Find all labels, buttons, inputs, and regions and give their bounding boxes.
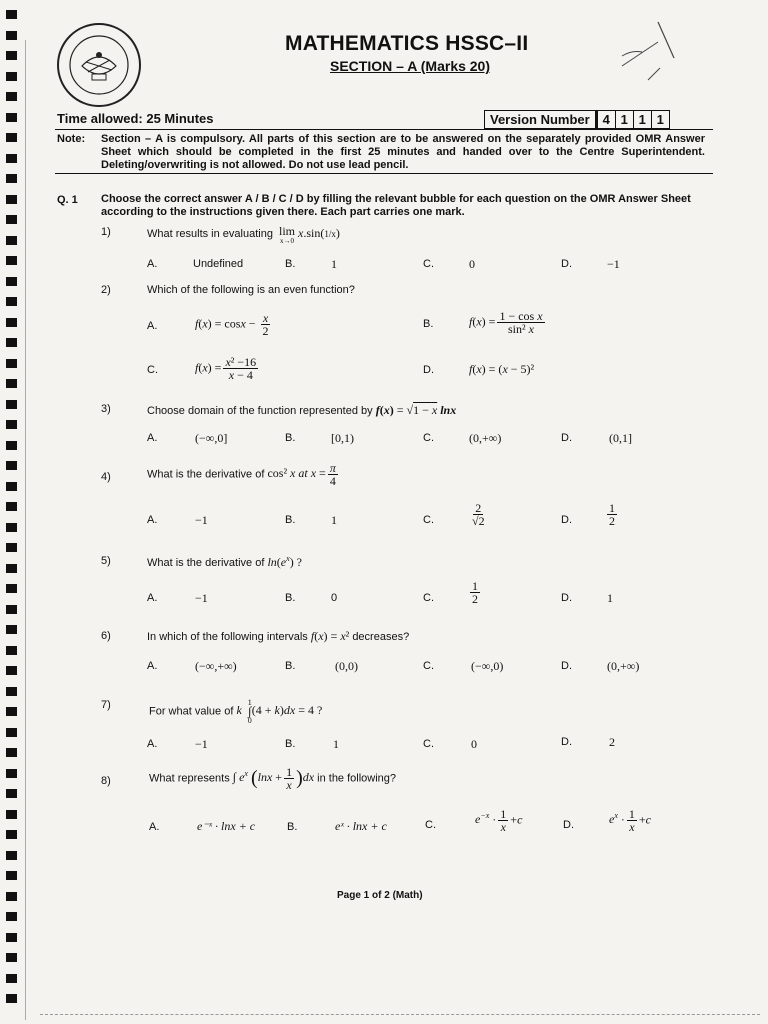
stem-text: What represents — [149, 772, 230, 785]
option-value: f(x) = cosx − $\frac{x}{2}$ — [195, 311, 269, 338]
option-label: C. — [425, 819, 436, 831]
stem-text: Choose domain of the function represented by — [147, 405, 373, 417]
timing-mark — [6, 892, 17, 901]
timing-mark — [6, 625, 17, 634]
option-label: A. — [147, 514, 158, 526]
timing-mark — [6, 605, 17, 614]
timing-mark — [6, 277, 17, 286]
option-label: C. — [423, 514, 434, 526]
option-label: D. — [563, 819, 574, 831]
option-value: Undefined — [193, 258, 244, 270]
timing-mark — [6, 482, 17, 491]
pen-mark-doodle — [600, 18, 700, 88]
option-label: C. — [423, 592, 434, 604]
timing-mark — [6, 748, 17, 757]
option-label: D. — [561, 660, 572, 672]
version-digit: 4 — [597, 111, 615, 128]
option-label: C. — [423, 258, 434, 270]
item-number: 8) — [101, 775, 111, 787]
timing-mark — [6, 564, 17, 573]
timing-mark — [6, 687, 17, 696]
timing-mark — [6, 912, 17, 921]
option-value: −1 — [195, 591, 208, 605]
item-number: 1) — [101, 226, 111, 238]
option-label: C. — [423, 738, 434, 750]
timing-mark — [6, 338, 17, 347]
timing-mark — [6, 297, 17, 306]
option-label: B. — [285, 432, 296, 444]
timing-mark — [6, 810, 17, 819]
timing-mark — [6, 523, 17, 532]
option-label: C. — [423, 432, 434, 444]
timing-mark — [6, 974, 17, 983]
timing-mark — [6, 256, 17, 265]
page-footer: Page 1 of 2 (Math) — [337, 890, 423, 901]
option-label: A. — [147, 738, 158, 750]
timing-mark — [6, 174, 17, 183]
option-value: −1 — [195, 737, 208, 751]
option-value: [0,1) — [331, 431, 354, 445]
stem-text: in the following? — [317, 772, 397, 785]
option-label: B. — [423, 318, 434, 330]
option-label: D. — [561, 736, 572, 748]
timing-mark — [6, 953, 17, 962]
timing-mark — [6, 461, 17, 470]
timing-mark — [6, 72, 17, 81]
item-stem — [149, 766, 396, 791]
question-instruction: Choose the correct answer A / B / C / D by filling the relevant bubble for each question on the OMR Answer Sheet according to the instructions given there. Each part carries one mark. — [101, 193, 691, 218]
option-label: B. — [285, 514, 296, 526]
option-value: (−∞,+∞) — [195, 659, 237, 673]
option-value: 1 — [607, 591, 613, 605]
timing-mark — [6, 92, 17, 101]
option-value: eˣ · lnx + c — [335, 819, 387, 833]
time-allowed: Time allowed: 25 Minutes — [57, 111, 214, 126]
option-label: B. — [285, 660, 296, 672]
page-edge-line — [25, 40, 26, 1020]
item-stem — [147, 629, 409, 644]
version-digit: 1 — [651, 111, 669, 128]
timing-mark — [6, 543, 17, 552]
timing-mark — [6, 154, 17, 163]
version-number-box — [484, 110, 670, 129]
option-value: (0,+∞) — [607, 659, 640, 673]
item-stem — [147, 226, 340, 246]
option-value: (0,0) — [335, 659, 358, 673]
option-value: $\frac{2}{√2}$ — [472, 501, 485, 528]
option-value: 1 — [331, 257, 337, 271]
item-number: 5) — [101, 555, 111, 567]
timing-mark — [6, 441, 17, 450]
option-value: 2 — [609, 735, 615, 749]
option-value: f(x) = (x − 5)² — [469, 362, 535, 376]
divider — [55, 129, 713, 130]
option-value: $\frac{1}{2}$ — [472, 579, 478, 606]
timing-mark — [6, 318, 17, 327]
option-value: 0 — [469, 257, 475, 271]
timing-mark — [6, 666, 17, 675]
exam-title: MATHEMATICS HSSC–II — [285, 32, 529, 55]
question-label: Q. 1 — [57, 194, 78, 206]
item-number: 7) — [101, 699, 111, 711]
option-value: (−∞,0) — [471, 659, 504, 673]
timing-mark — [6, 933, 17, 942]
bottom-edge — [40, 1014, 760, 1016]
timing-mark — [6, 994, 17, 1003]
option-label: D. — [561, 514, 572, 526]
timing-mark — [6, 359, 17, 368]
option-label: B. — [285, 592, 296, 604]
option-value: f(x) = $\frac{\text{x² −16}}{x - 4}$ — [195, 355, 257, 382]
option-value: 1 — [333, 737, 339, 751]
note-label: Note: — [57, 133, 86, 145]
option-label: C. — [147, 364, 158, 376]
timing-mark — [6, 113, 17, 122]
option-label: B. — [285, 258, 296, 270]
stem-text: What results in evaluating — [147, 228, 273, 240]
option-value: $\frac{1}{2}$ — [609, 501, 615, 528]
timing-mark — [6, 769, 17, 778]
option-value: −1 — [195, 513, 208, 527]
timing-mark — [6, 10, 17, 19]
option-value: f(x) = $\frac{\text{1 − cos x}}{\text{sin² x}}$ — [469, 309, 543, 336]
version-label: Version Number — [485, 111, 597, 128]
option-value: $e^x$ · $\frac{1}{x}$ +c — [609, 807, 651, 834]
option-value: (0,1] — [609, 431, 632, 445]
item-stem: Which of the following is an even function? — [147, 284, 355, 296]
stem-text: For what value of — [149, 705, 234, 718]
version-digit: 1 — [615, 111, 633, 128]
timing-mark — [6, 707, 17, 716]
omr-timing-marks — [0, 0, 22, 1024]
timing-mark — [6, 195, 17, 204]
stem-text: decreases? — [352, 631, 410, 643]
option-value: 0 — [471, 737, 477, 751]
option-label: A. — [147, 320, 158, 332]
section-subtitle: SECTION – A (Marks 20) — [330, 58, 491, 74]
timing-mark — [6, 584, 17, 593]
board-seal-logo — [56, 22, 142, 108]
stem-math: k 1 ∫ 0 (4 + k)dx = 4 ? — [236, 698, 323, 725]
option-value: 1 — [331, 513, 337, 527]
item-stem — [147, 462, 340, 487]
timing-mark — [6, 51, 17, 60]
stem-math: cos² x at x = $\frac{\pi}{4}$ — [267, 461, 336, 488]
stem-text: In which of the following intervals — [147, 631, 308, 643]
option-value: −1 — [607, 257, 620, 271]
stem-math: f(x) = √1 − x lnx — [375, 403, 457, 417]
timing-mark — [6, 728, 17, 737]
item-number: 3) — [101, 403, 111, 415]
option-value: $e^{-x}$ · $\frac{1}{x}$ +c — [475, 807, 523, 834]
item-stem — [147, 554, 302, 570]
stem-math: ∫ $e^x$ (lnx + $\frac{1}{x}$ )dx — [232, 765, 315, 792]
option-value: (0,+∞) — [469, 431, 502, 445]
timing-mark — [6, 851, 17, 860]
stem-math: f(x) = x² — [310, 629, 350, 643]
item-stem — [147, 403, 456, 418]
option-label: A. — [147, 258, 158, 270]
timing-mark — [6, 379, 17, 388]
option-label: D. — [423, 364, 434, 376]
timing-mark — [6, 400, 17, 409]
timing-mark — [6, 133, 17, 142]
timing-mark — [6, 830, 17, 839]
option-label: D. — [561, 592, 572, 604]
timing-mark — [6, 871, 17, 880]
option-label: D. — [561, 258, 572, 270]
note-text: Section – A is compulsory. All parts of this section are to be answered on the separately provided OMR Answer Sheet which should be completed in the first 25 minutes and handed over to the Centre Superintendent. Deleting/overwriting is not allowed. Do not use lead pencil. — [101, 133, 705, 171]
stem-math: lim x→0 x.sin(1/x) — [279, 224, 340, 245]
option-label: A. — [149, 821, 160, 833]
option-value: (−∞,0] — [195, 431, 228, 445]
stem-math: $\ln(e^x)$ ? — [267, 554, 303, 569]
timing-mark — [6, 420, 17, 429]
divider — [55, 173, 713, 174]
timing-mark — [6, 502, 17, 511]
option-label: A. — [147, 432, 158, 444]
option-label: C. — [423, 660, 434, 672]
option-label: B. — [287, 821, 298, 833]
timing-mark — [6, 236, 17, 245]
stem-text: What is the derivative of — [147, 468, 265, 481]
version-digit: 1 — [633, 111, 651, 128]
timing-mark — [6, 789, 17, 798]
timing-mark — [6, 215, 17, 224]
timing-mark — [6, 31, 17, 40]
item-number: 4) — [101, 471, 111, 483]
option-value: e⁻ˣ · lnx + c — [197, 819, 256, 833]
option-value: 0 — [331, 592, 338, 604]
stem-text: What is the derivative of — [147, 557, 265, 569]
option-label: D. — [561, 432, 572, 444]
option-label: B. — [285, 738, 296, 750]
item-number: 2) — [101, 284, 111, 296]
item-number: 6) — [101, 630, 111, 642]
item-stem — [149, 698, 322, 725]
timing-mark — [6, 646, 17, 655]
option-label: A. — [147, 660, 158, 672]
option-label: A. — [147, 592, 158, 604]
